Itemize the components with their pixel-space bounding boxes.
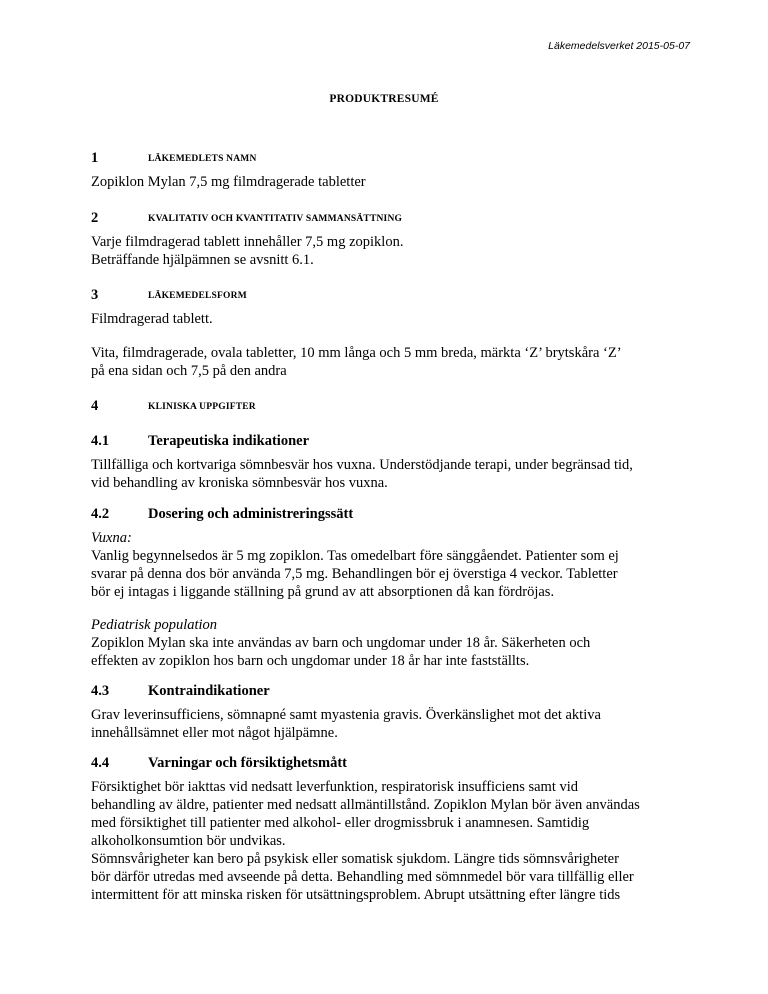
section-2-number: 2	[91, 210, 99, 226]
section-4-4-line-3: med försiktighet till patienter med alkohol- eller drogmissbruk i anamnesen. Samtidig	[91, 815, 590, 831]
section-4-1-number: 4.1	[91, 433, 110, 449]
section-4-3-title: Kontraindikationer	[148, 683, 270, 699]
section-4-2-pediatric-line-2: effekten av zopiklon hos barn och ungdomar under 18 år har inte fastställts.	[91, 653, 530, 669]
section-4-1-title: Terapeutiska indikationer	[148, 433, 310, 449]
section-1-number: 1	[91, 150, 99, 166]
section-4-2-pediatric-line-1: Zopiklon Mylan ska inte användas av barn och ungdomar under 18 år. Säkerheten och	[91, 635, 591, 651]
section-2-title: KVALITATIV OCH KVANTITATIV SAMMANSÄTTNING	[148, 214, 403, 224]
section-4-3-line-2: innehållsämnet eller mot något hjälpämne.	[91, 725, 338, 741]
section-3-desc-1: Vita, filmdragerade, ovala tabletter, 10 mm långa och 5 mm breda, märkta ‘Z’ brytskåra ‘Z’	[91, 345, 622, 361]
section-1-title: LÄKEMEDLETS NAMN	[148, 154, 257, 164]
section-4-2-adults-line-3: bör ej intagas i liggande ställning på grund av att absorptionen då kan fördröjas.	[91, 584, 555, 600]
section-4-1-line-2: vid behandling av kroniska sömnbesvär hos vuxna.	[91, 475, 388, 491]
document-title: PRODUKTRESUMÉ	[329, 93, 439, 105]
section-4-4-line-5: Sömnsvårigheter kan bero på psykisk eller somatisk sjukdom. Längre tids sömnsvårigheter	[91, 851, 619, 867]
pediatric-label: Pediatrisk population	[91, 617, 218, 633]
section-4-2-adults-line-1: Vanlig begynnelsedos är 5 mg zopiklon. Tas omedelbart före sänggåendet. Patienter som ej	[91, 548, 619, 564]
section-4-4-line-1: Försiktighet bör iakttas vid nedsatt leverfunktion, respiratorisk insufficiens samt vid	[91, 779, 579, 795]
section-4-3-number: 4.3	[91, 683, 110, 699]
section-1-text: Zopiklon Mylan 7,5 mg filmdragerade tabletter	[91, 174, 366, 190]
section-3-number: 3	[91, 287, 99, 303]
section-4-2-number: 4.2	[91, 506, 110, 522]
section-4-4-line-7: intermittent för att minska risken för utsättningsproblem. Abrupt utsättning efter längre tids	[91, 887, 621, 903]
section-4-number: 4	[91, 398, 99, 414]
section-3-text: Filmdragerad tablett.	[91, 311, 213, 327]
section-4-4-line-6: bör därför utredas med avseende på detta. Behandling med sömnmedel bör vara tillfällig eller	[91, 869, 634, 885]
page-header: Läkemedelsverket 2015-05-07	[548, 40, 690, 52]
section-4-4-number: 4.4	[91, 755, 110, 771]
adults-label: Vuxna:	[91, 530, 132, 546]
section-3-desc-2: på ena sidan och 7,5 på den andra	[91, 363, 287, 379]
section-4-1-line-1: Tillfälliga och kortvariga sömnbesvär hos vuxna. Understödjande terapi, under begränsad tid,	[91, 457, 633, 473]
section-4-3-line-1: Grav leverinsufficiens, sömnapné samt myastenia gravis. Överkänslighet mot det aktiva	[91, 707, 601, 723]
section-4-4-line-4: alkoholkonsumtion bör undvikas.	[91, 833, 286, 849]
section-4-2-title: Dosering och administreringssätt	[148, 506, 354, 522]
section-2-line-2: Beträffande hjälpämnen se avsnitt 6.1.	[91, 252, 314, 268]
section-4-4-line-2: behandling av äldre, patienter med nedsatt allmäntillstånd. Zopiklon Mylan bör även användas	[91, 797, 640, 813]
section-2-line-1: Varje filmdragerad tablett innehåller 7,5 mg zopiklon.	[91, 234, 404, 250]
section-4-title: KLINISKA UPPGIFTER	[148, 402, 256, 412]
section-4-4-title: Varningar och försiktighetsmått	[148, 755, 347, 771]
section-4-2-adults-line-2: svarar på denna dos bör använda 7,5 mg. Behandlingen bör ej överstiga 4 veckor. Tabletter	[91, 566, 618, 582]
section-3-title: LÄKEMEDELSFORM	[148, 291, 247, 301]
